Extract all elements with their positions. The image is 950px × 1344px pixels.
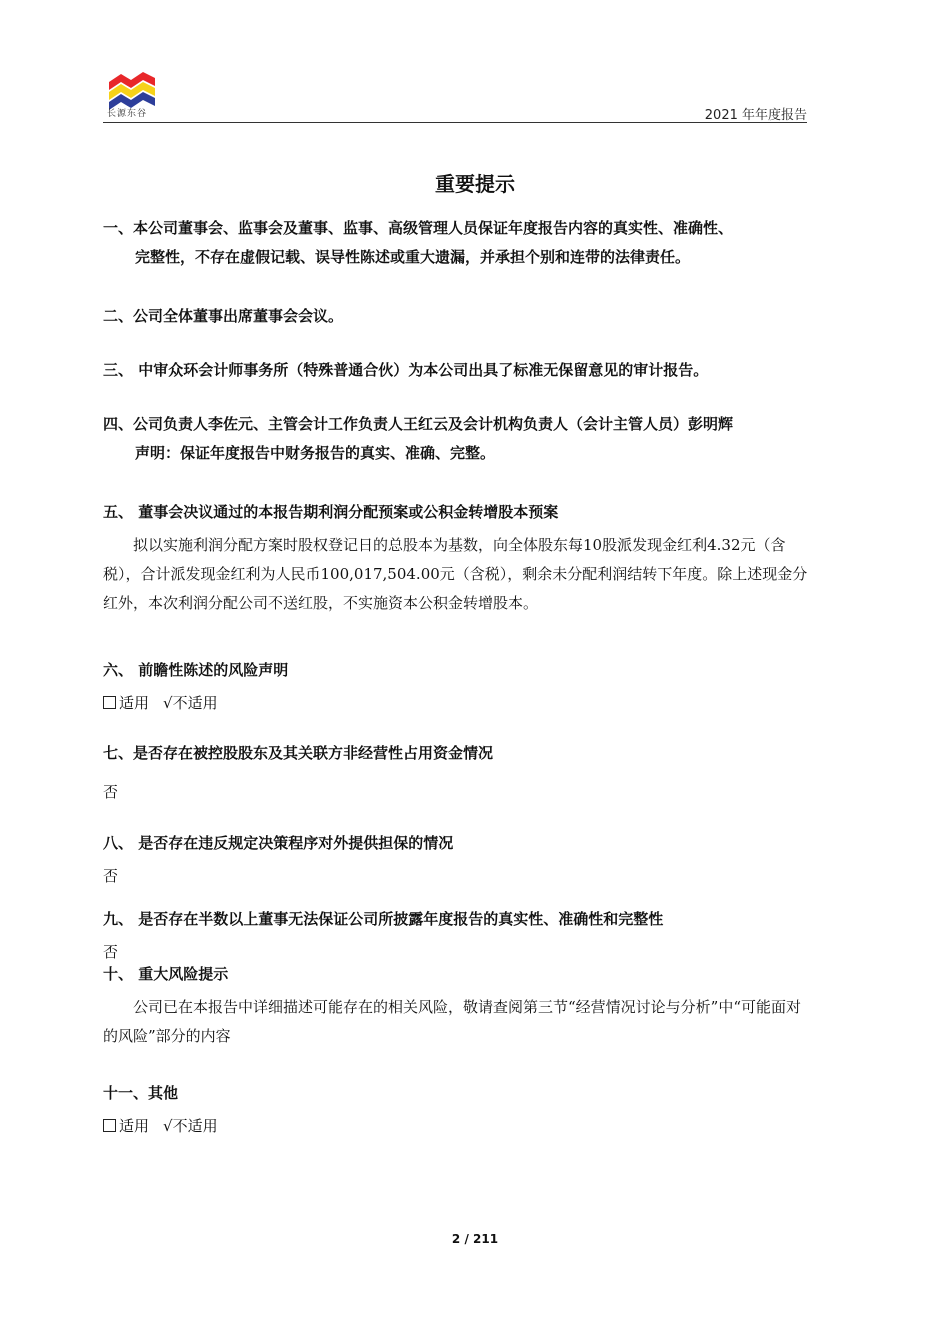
header-divider [103,122,807,123]
section-3 [103,356,813,385]
applicable-checkbox[interactable] [103,1119,116,1132]
section-8-answer: 否 [103,867,119,885]
section-6-heading: 六、 前瞻性陈述的风险声明 [103,661,289,679]
section-9-answer: 否 [103,943,119,961]
section-11-heading: 十一、其他 [103,1084,179,1102]
section-1 [103,214,813,272]
section-5-heading: 五、 董事会决议通过的本报告期利润分配预案或公积金转增股本预案 [103,503,559,521]
section-11 [103,1079,813,1141]
section-7-answer: 否 [103,783,119,801]
applicable-label: 适用 [119,1117,150,1135]
report-title: 2021 年年度报告 [704,108,807,123]
section-4-line-2: 声明：保证年度报告中财务报告的真实、准确、完整。 [135,444,496,462]
section-6-options [103,689,813,718]
section-1-line-1: 一、本公司董事会、监事会及董事、监事、高级管理人员保证年度报告内容的真实性、准确性、 [103,219,734,237]
section-10-heading: 十、 重大风险提示 [103,965,229,983]
check-mark-icon: √ [163,1117,173,1135]
section-10 [103,960,813,1051]
applicable-checkbox[interactable] [103,696,116,709]
section-9-heading: 九、 是否存在半数以上董事无法保证公司所披露年度报告的真实性、准确性和完整性 [103,910,664,928]
section-2-text: 二、公司全体董事出席董事会会议。 [103,307,344,325]
section-1-line-2: 完整性，不存在虚假记载、误导性陈述或重大遗漏，并承担个别和连带的法律责任。 [135,248,691,266]
logo-text: 长源东谷 [107,109,148,119]
section-11-options [103,1112,813,1141]
section-6 [103,656,813,718]
section-4-line-1: 四、公司负责人李佐元、主管会计工作负责人王红云及会计机构负责人（会计主管人员）彭明辉 [103,415,734,433]
section-7-heading: 七、是否存在被控股股东及其关联方非经营性占用资金情况 [103,744,494,762]
page-header [103,62,807,124]
applicable-label: 适用 [119,694,150,712]
not-applicable-label: 不适用 [172,1117,218,1135]
section-5-body: 拟以实施利润分配方案时股权登记日的总股本为基数，向全体股东每10股派发现金红利4.32元（含税），合计派发现金红利为人民币100,017,504.00元（含税），剩余未分配利润结转下年度。除上述现金分红外，本次利润分配公司不送红股，不实施资本公积金转增股本。 [103,536,808,612]
section-7 [103,739,813,807]
section-8 [103,829,813,891]
page-title: 重要提示 [435,172,515,196]
section-4 [103,410,813,468]
section-3-text: 三、 中审众环会计师事务所（特殊普通合伙）为本公司出具了标准无保留意见的审计报告。 [103,361,709,379]
section-2 [103,302,813,331]
section-10-body: 公司已在本报告中详细描述可能存在的相关风险，敬请查阅第三节“经营情况讨论与分析”中“可能面对的风险”部分的内容 [103,998,802,1045]
check-mark-icon: √ [163,694,173,712]
section-9 [103,905,813,967]
section-8-heading: 八、 是否存在违反规定决策程序对外提供担保的情况 [103,834,454,852]
not-applicable-label: 不适用 [172,694,218,712]
page-number: 2 / 211 [451,1232,499,1246]
section-5 [103,498,813,618]
